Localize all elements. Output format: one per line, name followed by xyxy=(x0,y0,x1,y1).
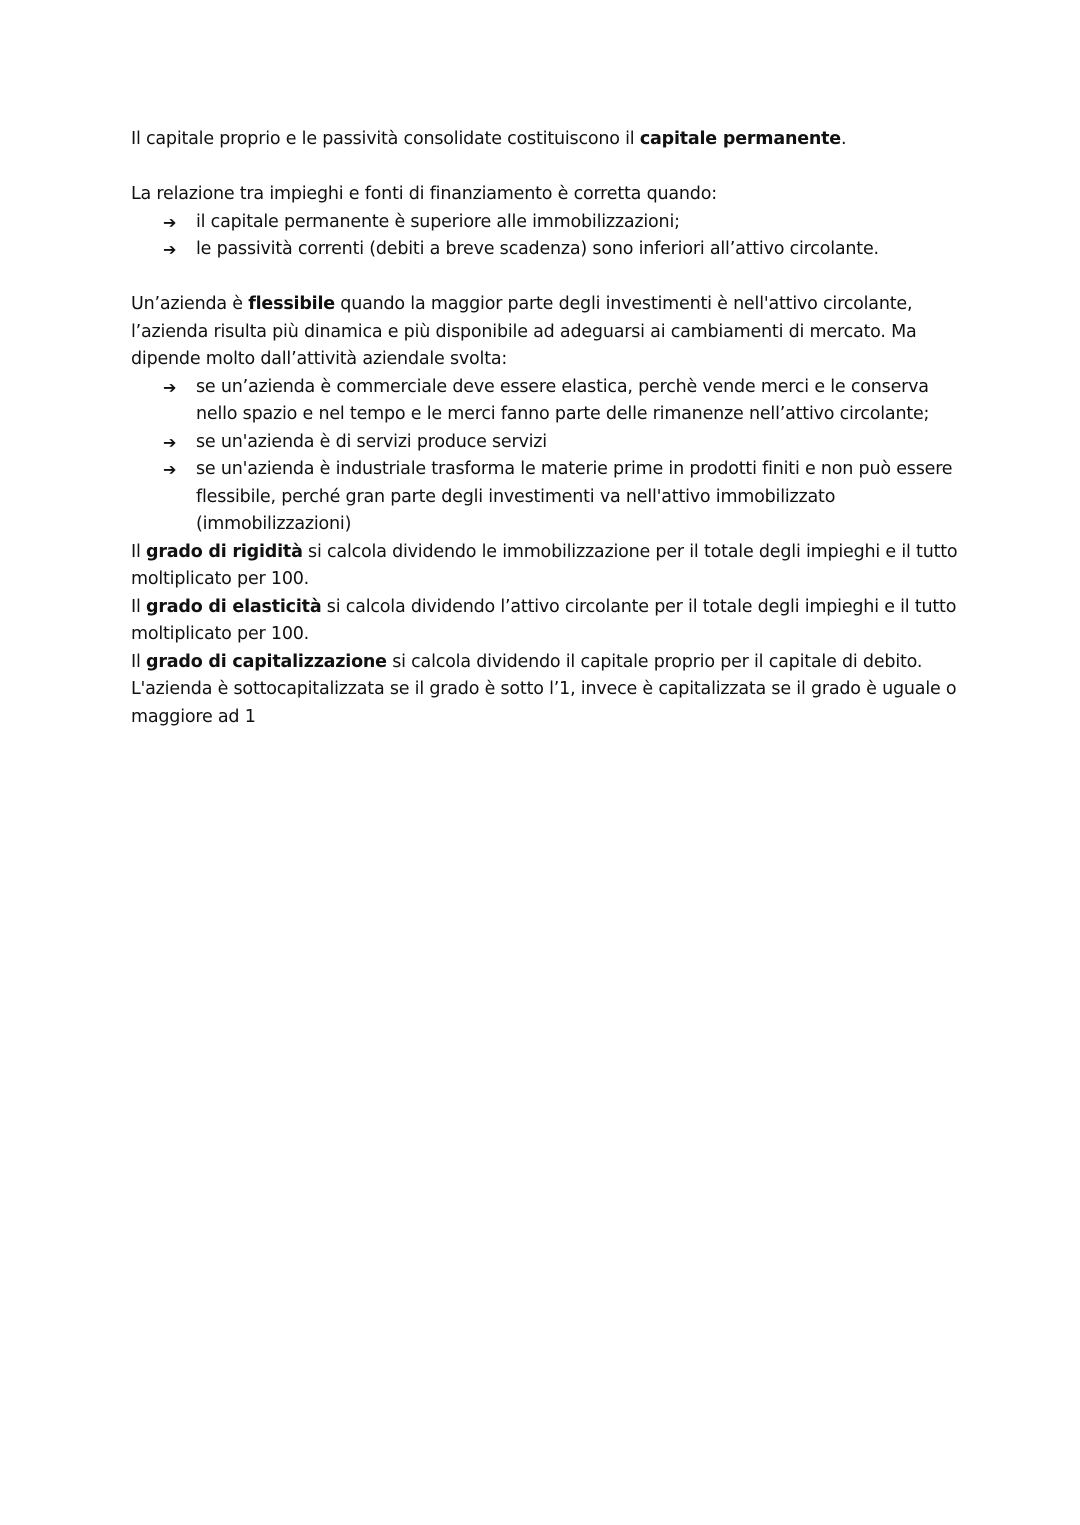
list-item-text: se un'azienda è di servizi produce servizi xyxy=(196,431,547,452)
paragraph-flessibile xyxy=(131,291,961,374)
text: si calcola dividendo il capitale proprio per il capitale di debito. xyxy=(386,651,923,672)
list-relazione xyxy=(131,209,961,264)
paragraph-capitale-permanente xyxy=(131,126,961,154)
arrow-icon: ➔ xyxy=(163,460,177,479)
list-item-text: il capitale permanente è superiore alle immobilizzazioni; xyxy=(196,211,680,232)
arrow-icon: ➔ xyxy=(163,240,177,259)
document-page xyxy=(131,126,961,731)
paragraph-grado-rigidita xyxy=(131,539,961,594)
list-item xyxy=(131,374,961,429)
term-capitale-permanente: capitale permanente xyxy=(639,129,841,149)
list-item xyxy=(131,236,961,264)
text: . xyxy=(840,129,847,149)
arrow-icon: ➔ xyxy=(163,432,177,452)
list-item-text: se un'azienda è industriale trasforma le materie prime in prodotti finiti e non può essere flessibile, perché gran parte degli investimenti va nell'attivo immobilizzato (immobilizzazioni) xyxy=(196,459,953,534)
text: si calcola dividendo le immobilizzazione per il totale degli impieghi e il tutto moltiplicato per 100. xyxy=(131,541,958,589)
arrow-icon: ➔ xyxy=(163,212,177,232)
term-flessibile: flessibile xyxy=(248,294,335,314)
text: Un’azienda è xyxy=(131,294,249,314)
paragraph-grado-capitalizzazione xyxy=(131,649,961,677)
list-item xyxy=(131,456,961,539)
text: quando la maggior parte degli investimenti è nell'attivo circolante, l’azienda risulta più dinamica e più disponibile ad adeguarsi ai cambiamenti di mercato. Ma dipende molto dall’attività aziendale svolta: xyxy=(131,294,917,369)
spacer xyxy=(131,264,961,292)
term-grado-elasticita: grado di elasticità xyxy=(146,596,322,617)
paragraph-sottocapitalizzata: L'azienda è sottocapitalizzata se il grado è sotto l’1, invece è capitalizzata se il grado è uguale o maggiore ad 1 xyxy=(131,679,957,727)
term-grado-capitalizzazione: grado di capitalizzazione xyxy=(146,651,387,672)
list-attivita xyxy=(131,374,961,539)
list-item xyxy=(131,209,961,237)
text: Il capitale proprio e le passività consolidate costituiscono il xyxy=(131,129,640,149)
list-item-text: le passività correnti (debiti a breve scadenza) sono inferiori all’attivo circolante. xyxy=(196,239,879,259)
term-grado-rigidita: grado di rigidità xyxy=(146,541,303,562)
text: si calcola dividendo l’attivo circolante per il totale degli impieghi e il tutto moltiplicato per 100. xyxy=(131,596,957,644)
spacer xyxy=(131,154,961,182)
list-item xyxy=(131,429,961,457)
text: Il xyxy=(131,651,146,672)
text: Il xyxy=(131,596,146,617)
arrow-icon: ➔ xyxy=(163,377,177,397)
paragraph-relazione-intro: La relazione tra impieghi e fonti di finanziamento è corretta quando: xyxy=(131,184,717,204)
text: Il xyxy=(131,541,146,562)
list-item-text: se un’azienda è commerciale deve essere elastica, perchè vende merci e le conserva nello spazio e nel tempo e le merci fanno parte delle rimanenze nell’attivo circolante; xyxy=(196,376,930,424)
paragraph-grado-elasticita xyxy=(131,594,961,649)
